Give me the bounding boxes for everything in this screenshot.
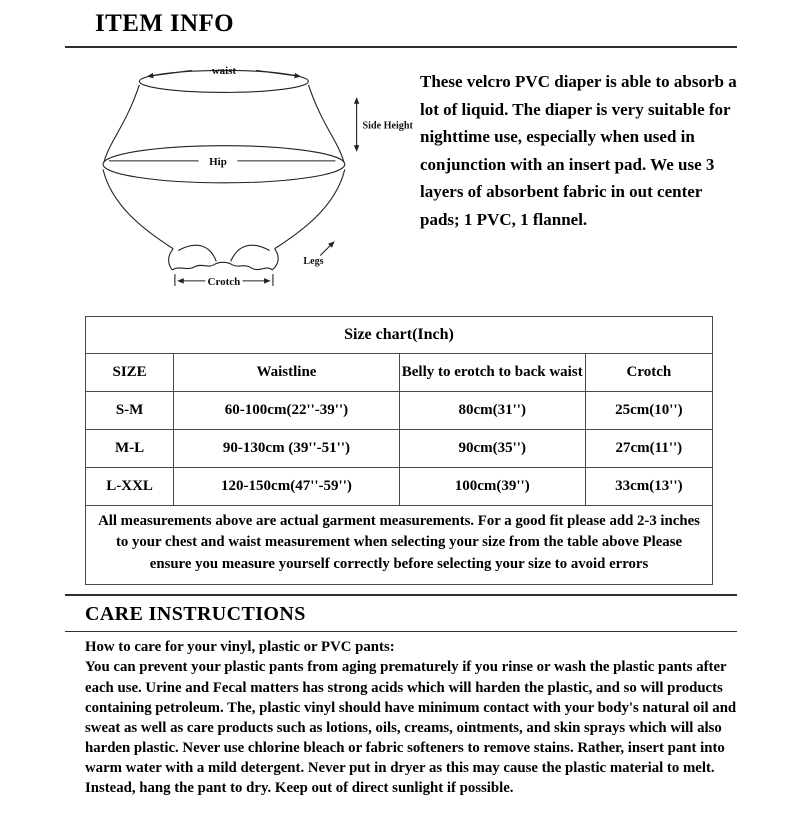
- waist-label: waist: [211, 64, 237, 77]
- size-chart-table: [85, 316, 713, 585]
- side-height-label: Side Height: [362, 120, 413, 132]
- divider: [65, 594, 737, 596]
- column-header-size: SIZE: [86, 354, 174, 392]
- size-chart-title: Size chart(Inch): [86, 317, 713, 354]
- pants-outline: [103, 70, 357, 289]
- column-header-crotch: Crotch: [585, 354, 712, 392]
- column-header-waistline: Waistline: [174, 354, 400, 392]
- measurement-note: All measurements above are actual garment measurements. For a good fit please add 2-3 inches to your chest and waist measurement when selecting your size from the table above Please ensure you measure yourself correctly before selecting your size to avoid errors: [86, 506, 713, 585]
- size-chart-note-row: [86, 506, 713, 585]
- care-instructions-section: [85, 637, 737, 798]
- divider: [65, 46, 737, 48]
- table-row: [86, 392, 713, 430]
- care-instructions-title: CARE INSTRUCTIONS: [85, 603, 306, 626]
- cell-waistline: 90-130cm (39''-51''): [174, 430, 400, 468]
- product-description: These velcro PVC diaper is able to absorb a lot of liquid. The diaper is very suitable for nighttime use, especially when used in conjunction with an insert pad. We use 3 layers of absorbent fabric in out center pads; 1 PVC, 1 flannel.: [420, 72, 737, 229]
- product-measurement-diagram: [65, 56, 420, 297]
- divider: [65, 631, 737, 632]
- legs-label: Legs: [303, 255, 324, 267]
- size-chart-title-row: [86, 317, 713, 354]
- cell-belly: 100cm(39''): [399, 468, 585, 506]
- care-heading: How to care for your vinyl, plastic or PVC pants:: [85, 639, 395, 656]
- table-row: [86, 468, 713, 506]
- diagram-description-row: [65, 56, 737, 302]
- cell-size: M-L: [86, 430, 174, 468]
- cell-crotch: 33cm(13''): [585, 468, 712, 506]
- cell-belly: 80cm(31''): [399, 392, 585, 430]
- cell-size: L-XXL: [86, 468, 174, 506]
- diagram-container: [65, 56, 420, 302]
- cell-belly: 90cm(35''): [399, 430, 585, 468]
- care-body: You can prevent your plastic pants from aging prematurely if you rinse or wash the plastic pants after each use. Urine and Fecal matters has strong acids which will harden the plastic, and so will products containing petroleum. The, plastic vinyl should have minimum contact with your body's natural oil and sweat as well as care products such as lotions, oils, creams, ointments, and skin sprays which will also harden plastic. Never use chlorine bleach or fabric softeners to remove stains. Rather, insert pant into warm water with a mild detergent. Never put in dryer as this may cause the plastic material to melt. Instead, hang the pant to dry. Keep out of direct sunlight if possible.: [85, 659, 737, 797]
- cell-waistline: 60-100cm(22''-39''): [174, 392, 400, 430]
- crotch-label: Crotch: [207, 276, 241, 289]
- cell-size: S-M: [86, 392, 174, 430]
- column-header-belly: Belly to erotch to back waist: [399, 354, 585, 392]
- size-chart-header-row: [86, 354, 713, 392]
- hip-label: Hip: [209, 156, 227, 169]
- cell-crotch: 27cm(11''): [585, 430, 712, 468]
- table-row: [86, 430, 713, 468]
- cell-waistline: 120-150cm(47''-59''): [174, 468, 400, 506]
- page-title: ITEM INFO: [95, 10, 235, 37]
- cell-crotch: 25cm(10''): [585, 392, 712, 430]
